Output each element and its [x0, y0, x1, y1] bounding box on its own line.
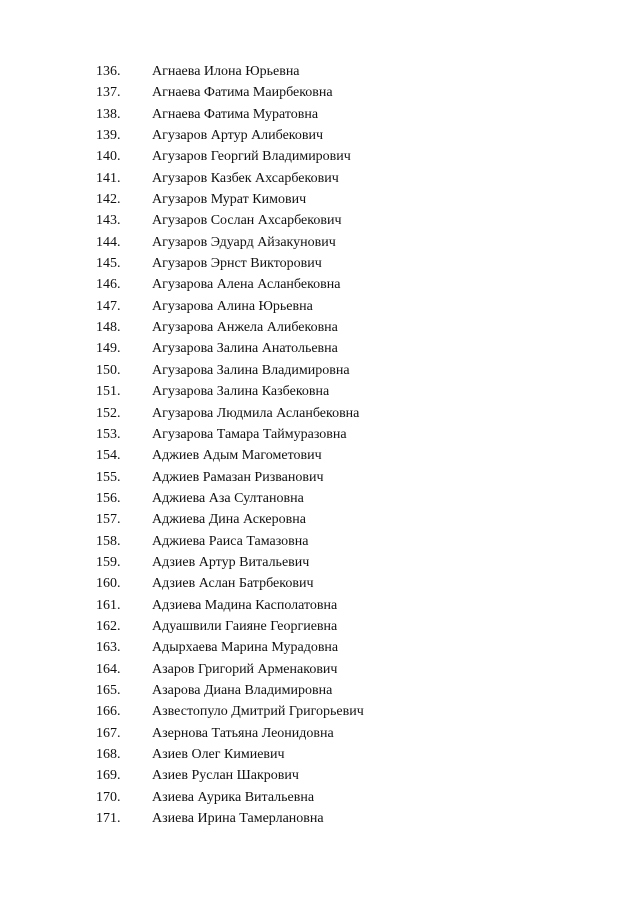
- entry-number: 171.: [96, 811, 121, 827]
- entry-number: 136.: [96, 64, 121, 79]
- entry-name: Агузарова Анжела Алибековна: [152, 320, 338, 336]
- entry-name: Агузаров Сослан Ахсарбекович: [152, 213, 342, 229]
- entry-number: 149.: [96, 341, 121, 357]
- entry-name: Адырхаева Марина Мурадовна: [152, 640, 339, 656]
- entry-number: 158.: [96, 533, 121, 549]
- entry-number: 161.: [96, 597, 121, 613]
- entry-name: Агузарова Людмила Асланбековна: [152, 405, 360, 421]
- entry-name: Адзиев Артур Витальевич: [152, 554, 310, 570]
- list-item: [96, 171, 364, 192]
- list-item: [96, 470, 364, 491]
- entry-name: Азарова Диана Владимировна: [152, 682, 333, 698]
- list-item: [96, 320, 364, 341]
- entry-name: Аджиев Адым Магометович: [152, 448, 322, 464]
- entry-number: 166.: [96, 704, 121, 720]
- entry-name: Адзиев Аслан Батрбекович: [152, 576, 314, 592]
- list-item: [96, 790, 364, 811]
- entry-number: 164.: [96, 661, 121, 677]
- entry-number: 153.: [96, 426, 121, 442]
- entry-number: 151.: [96, 384, 121, 400]
- entry-number: 140.: [96, 149, 121, 165]
- entry-name: Азиева Аурика Витальевна: [152, 789, 315, 805]
- entry-name: Агузаров Мурат Кимович: [152, 192, 307, 208]
- list-item: [96, 128, 364, 149]
- list-item: [96, 683, 364, 704]
- list-item: [96, 299, 364, 320]
- entry-number: 144.: [96, 234, 121, 250]
- entry-number: 167.: [96, 725, 121, 741]
- entry-number: 142.: [96, 192, 121, 208]
- entry-number: 143.: [96, 213, 121, 229]
- entry-number: 148.: [96, 320, 121, 336]
- list-item: [96, 427, 364, 448]
- entry-number: 154.: [96, 448, 121, 464]
- entry-number: 150.: [96, 362, 121, 378]
- entry-name: Агузарова Тамара Таймуразовна: [152, 426, 347, 442]
- entry-name: Агузаров Эдуард Айзакунович: [152, 234, 336, 250]
- list-item: [96, 277, 364, 298]
- list-item: [96, 726, 364, 747]
- list-item: [96, 85, 364, 106]
- list-item: [96, 534, 364, 555]
- entry-number: 139.: [96, 128, 121, 144]
- list-item: [96, 662, 364, 683]
- list-item: [96, 598, 364, 619]
- list-item: [96, 811, 364, 832]
- list-item: [96, 341, 364, 362]
- list-item: [96, 363, 364, 384]
- entry-name: Аджиева Дина Аскеровна: [152, 512, 306, 528]
- entry-number: 157.: [96, 512, 121, 528]
- entry-name: Агузарова Алена Асланбековна: [152, 277, 341, 293]
- entry-name: Азаров Григорий Арменакович: [152, 661, 338, 677]
- list-item: [96, 448, 364, 469]
- list-item: [96, 256, 364, 277]
- entry-name: Азиев Руслан Шакрович: [152, 768, 299, 784]
- entry-number: 162.: [96, 618, 121, 634]
- entry-number: 160.: [96, 576, 121, 592]
- entry-name: Агузарова Алина Юрьевна: [152, 298, 313, 314]
- entry-name: Агнаева Фатима Маирбековна: [152, 85, 333, 101]
- list-item: [96, 640, 364, 661]
- entry-name: Адуашвили Гаияне Георгиевна: [152, 618, 338, 634]
- list-item: [96, 704, 364, 725]
- entry-name: Агузарова Залина Владимировна: [152, 362, 350, 378]
- entry-name: Агузаров Эрнст Викторович: [152, 256, 322, 272]
- entry-number: 138.: [96, 106, 121, 122]
- list-item: [96, 747, 364, 768]
- entry-name: Агузарова Залина Казбековна: [152, 384, 330, 400]
- entry-number: 155.: [96, 469, 121, 485]
- list-item: [96, 768, 364, 789]
- list-item: [96, 213, 364, 234]
- name-list: [96, 64, 364, 832]
- entry-number: 137.: [96, 85, 121, 101]
- entry-number: 170.: [96, 789, 121, 805]
- entry-name: Агнаева Фатима Муратовна: [152, 106, 319, 122]
- entry-name: Аджиева Аза Султановна: [152, 490, 304, 506]
- entry-number: 169.: [96, 768, 121, 784]
- entry-number: 141.: [96, 170, 121, 186]
- entry-name: Азиева Ирина Тамерлановна: [152, 811, 324, 827]
- list-item: [96, 619, 364, 640]
- list-item: [96, 192, 364, 213]
- entry-name: Агузаров Георгий Владимирович: [152, 149, 351, 165]
- entry-name: Адзиева Мадина Касполатовна: [152, 597, 338, 613]
- list-item: [96, 64, 364, 85]
- list-item: [96, 107, 364, 128]
- entry-number: 147.: [96, 298, 121, 314]
- entry-name: Агузаров Артур Алибекович: [152, 128, 324, 144]
- entry-number: 152.: [96, 405, 121, 421]
- entry-name: Азернова Татьяна Леонидовна: [152, 725, 334, 741]
- entry-number: 163.: [96, 640, 121, 656]
- entry-name: Аджиева Раиса Тамазовна: [152, 533, 309, 549]
- entry-number: 168.: [96, 747, 121, 762]
- list-item: [96, 149, 364, 170]
- list-item: [96, 384, 364, 405]
- list-item: [96, 512, 364, 533]
- list-item: [96, 406, 364, 427]
- entry-number: 159.: [96, 554, 121, 570]
- entry-name: Азиев Олег Кимиевич: [152, 747, 285, 762]
- entry-number: 156.: [96, 490, 121, 506]
- entry-name: Аджиев Рамазан Ризванович: [152, 469, 324, 485]
- entry-number: 145.: [96, 256, 121, 272]
- list-item: [96, 491, 364, 512]
- entry-number: 146.: [96, 277, 121, 293]
- list-item: [96, 576, 364, 597]
- list-item: [96, 555, 364, 576]
- entry-name: Азвестопуло Дмитрий Григорьевич: [152, 704, 364, 720]
- list-item: [96, 235, 364, 256]
- entry-name: Агузарова Залина Анатольевна: [152, 341, 338, 357]
- entry-name: Агнаева Илона Юрьевна: [152, 64, 300, 79]
- entry-name: Агузаров Казбек Ахсарбекович: [152, 170, 339, 186]
- entry-number: 165.: [96, 682, 121, 698]
